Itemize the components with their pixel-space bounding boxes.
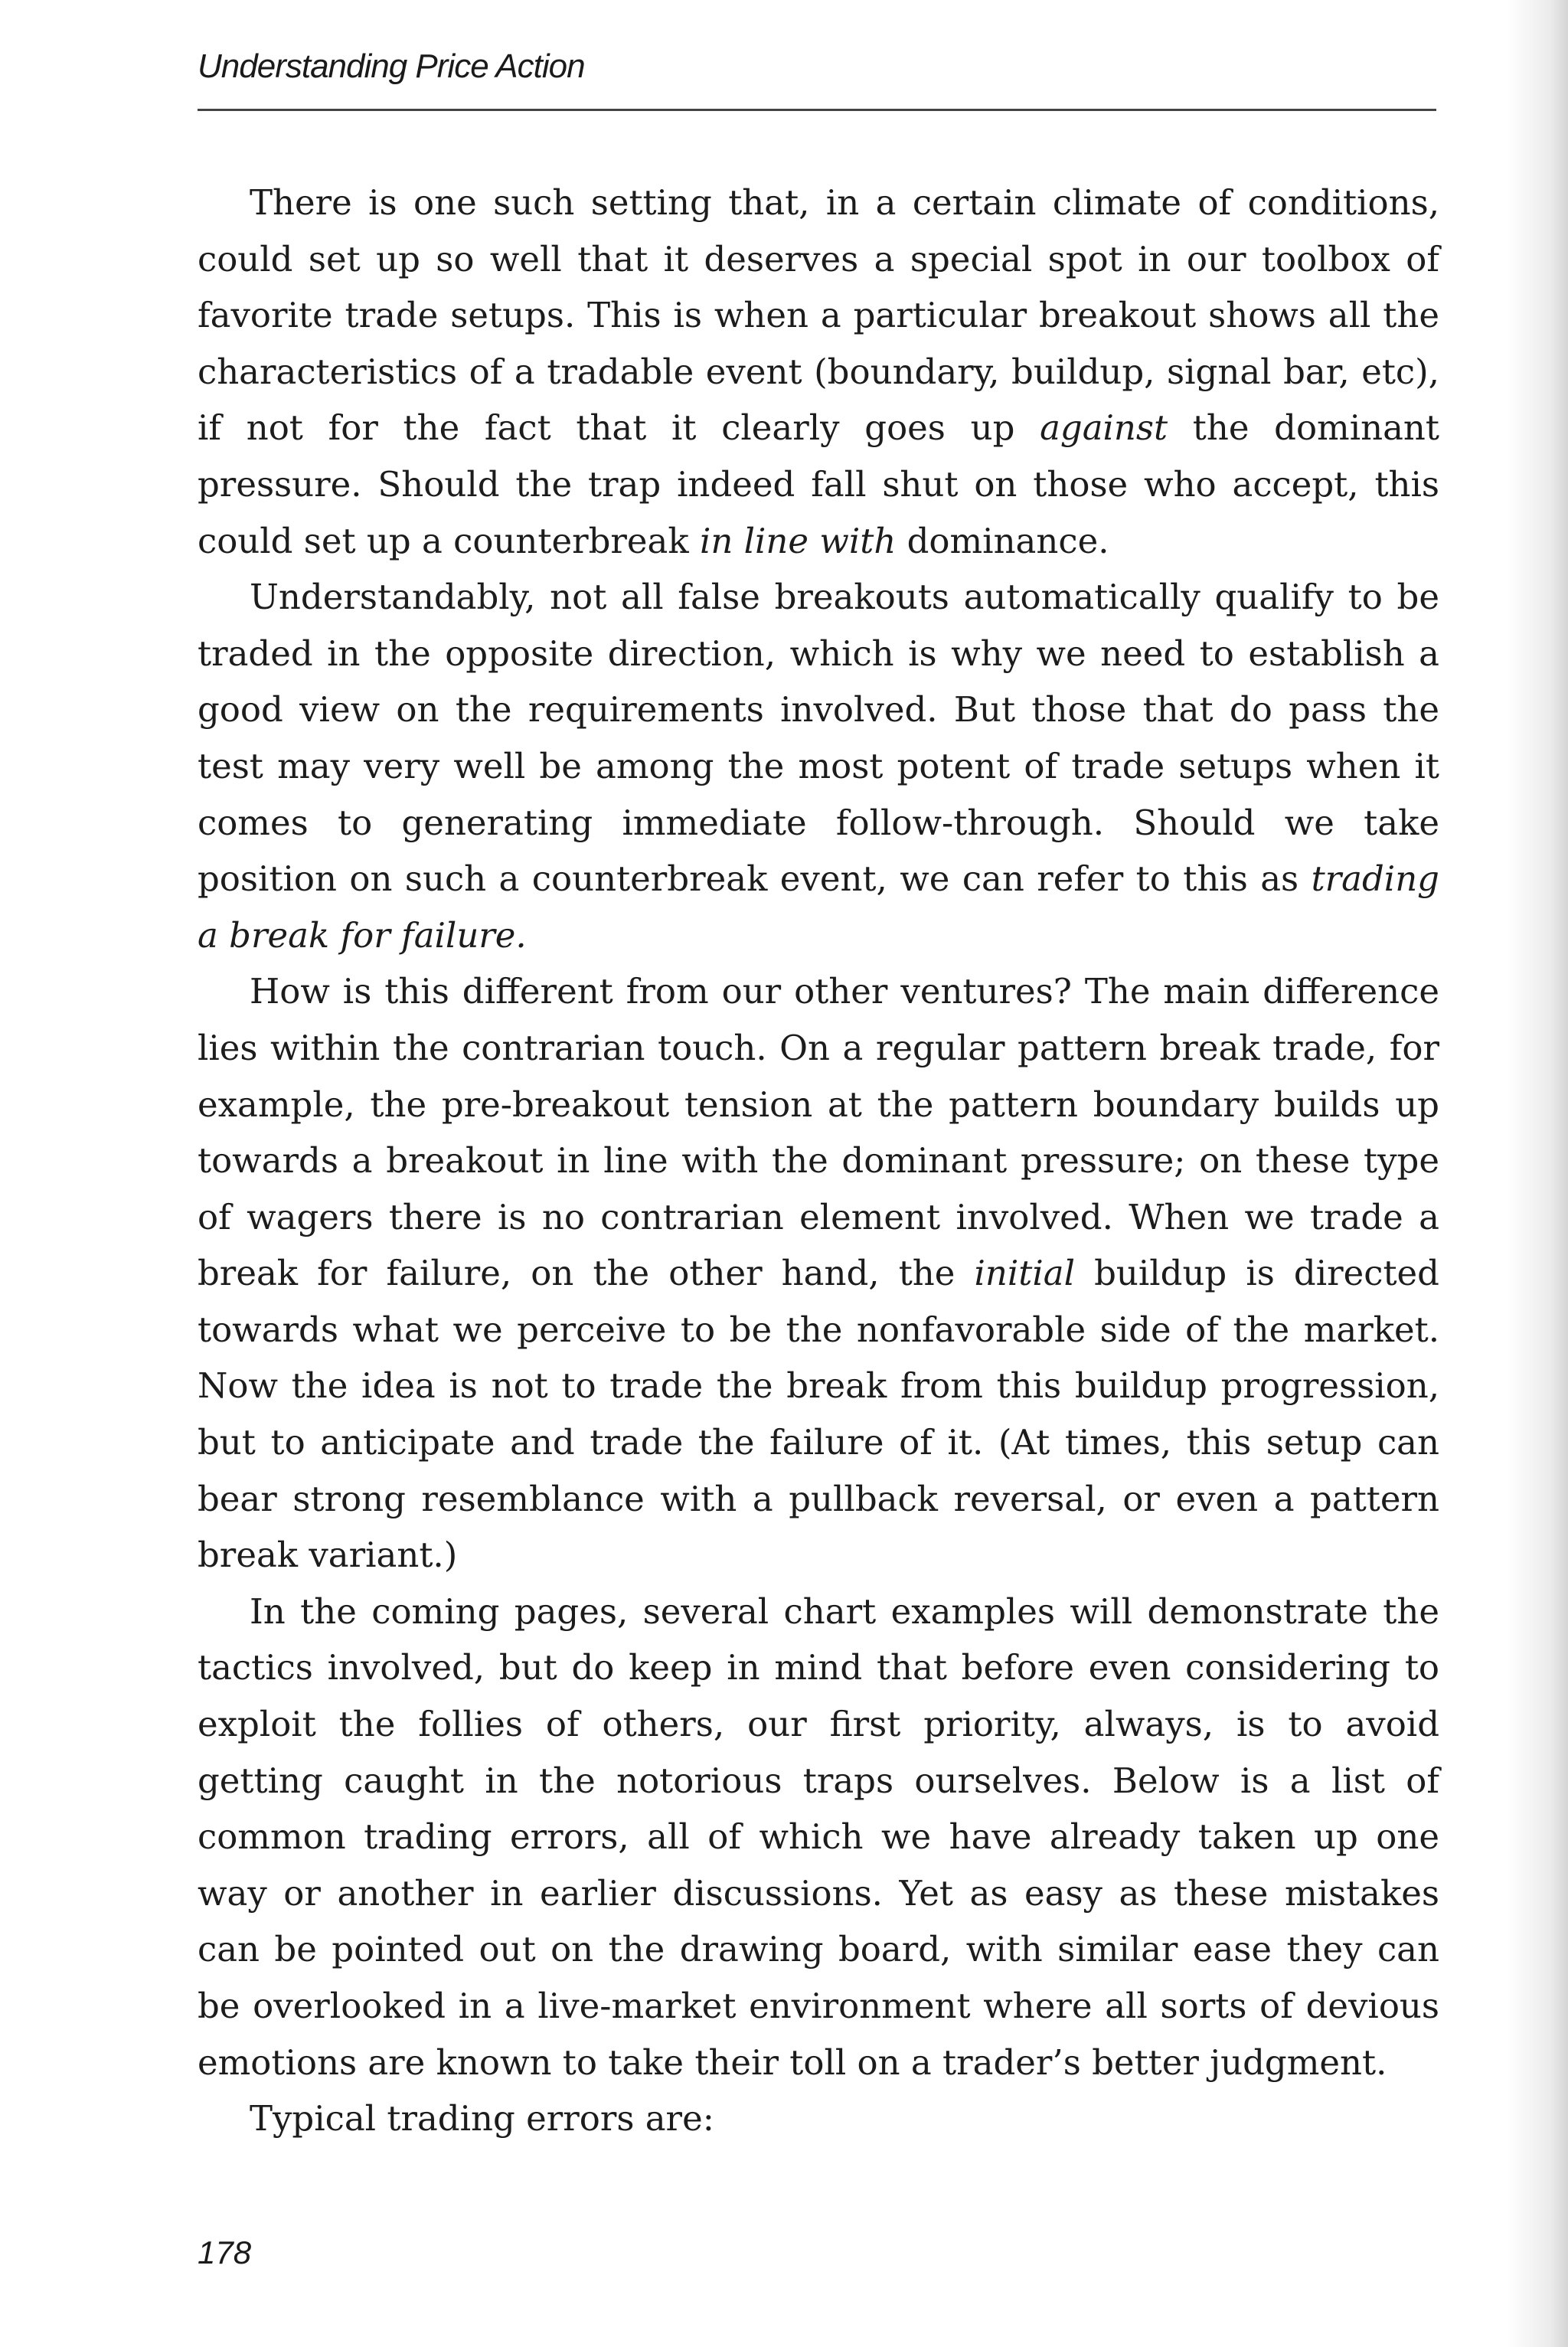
text-run: Understandably, not all false breakouts automatically qualify to be traded in the opposite direction, which is why we need to establish a good view on the requirements involved. But those that do pass the test may very well be among the most potent of trade setups when it comes to generating immediate follow-through. Should we take position on such a counterbreak event, we can refer to this as (198, 577, 1439, 900)
emphasis-in-line-with: in line with (699, 520, 897, 561)
paragraph-4 (198, 1584, 1439, 2090)
paragraph-5 (198, 2090, 1439, 2147)
text-run: dominance. (896, 520, 1109, 561)
paragraph-3 (198, 963, 1439, 1584)
text-run: buildup is directed towards what we perceive to be the nonfavorable side of the market. Now the idea is not to trade the break from this buildup progression, but to anticipate and trade the failure of it. (At times, this setup can bear strong resemblance with a pullback reversal, or even a pattern break variant.) (198, 1253, 1439, 1576)
body-text (198, 175, 1439, 2147)
emphasis-against: against (1040, 407, 1168, 449)
text-run: There is one such setting that, in a certain climate of conditions, could set up so well that it deserves a special spot in our toolbox of favorite trade setups. This is when a particular breakout shows all the characteristics of a tradable event (boundary, buildup, signal bar, etc), if not for the fact that it clearly goes up (198, 182, 1439, 449)
paragraph-1 (198, 175, 1439, 569)
emphasis-trading-a-break-for-failure: trading a break for failure. (198, 858, 1439, 956)
paragraph-2 (198, 569, 1439, 963)
text-run: In the coming pages, several chart examples will demonstrate the tactics involved, but do keep in mind that before even considering to exploit the follies of others, our first priority, always, is to avoid getting caught in the notorious traps ourselves. Below is a list of common trading errors, all of which we have already taken up one way or another in earlier discussions. Yet as easy as these mistakes can be pointed out on the drawing board, with similar ease they can be overlooked in a live-market environment where all sorts of devious emotions are known to take their toll on a trader’s better judgment. (198, 1590, 1439, 2083)
scan-edge-shadow (1507, 0, 1568, 2347)
text-run: How is this different from our other ventures? The main difference lies within the contrarian touch. On a regular pattern break trade, for example, the pre-breakout tension at the pattern boundary builds up towards a breakout in line with the dominant pressure; on these type of wagers there is no contrarian element involved. When we trade a break for failure, on the other hand, the (198, 971, 1439, 1294)
running-head: Understanding Price Action (198, 47, 585, 85)
text-run: the dominant pressure. Should the trap indeed fall shut on those who accept, this could set up a counterbreak (198, 407, 1439, 561)
emphasis-initial: initial (974, 1253, 1075, 1294)
header-rule (198, 109, 1436, 111)
page-number: 178 (198, 2234, 252, 2270)
text-run: Typical trading errors are: (250, 2098, 714, 2139)
